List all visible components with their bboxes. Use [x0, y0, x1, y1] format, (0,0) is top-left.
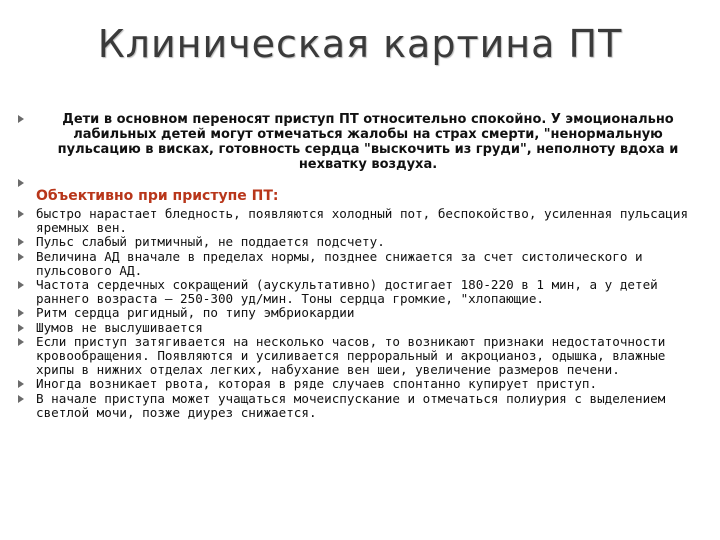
bullet-item — [12, 235, 700, 249]
bullet-text: Величина АД вначале в пределах нормы, позднее снижается за счет систолического и пульсового АД. — [36, 248, 643, 278]
bullet-heading — [12, 188, 700, 204]
bullet-text: быстро нарастает бледность, появляются холодный пот, беспокойство, усиленная пульсация яремных вен. — [36, 206, 689, 236]
bullet-item — [12, 278, 700, 306]
bullet-arrow-icon — [18, 395, 24, 403]
bullet-text: В начале приступа может учащаться мочеиспускание и отмечаться полиурия с выделением светлой мочи, позже диурез снижается. — [36, 390, 666, 420]
bullet-text: Если приступ затягивается на несколько часов, то возникают признаки недостаточности кровообращения. Появляются и усиливается перроральный и акроцианоз, одышка, влажные хрипы в нижних отделах легких, набухание вен шеи, увеличение размеров печени. — [36, 333, 666, 378]
bullet-text: Ритм сердца ригидный, по типу эмбриокардии — [36, 305, 355, 321]
bullet-text: Частота сердечных сокращений (аускультативно) достигает 180-220 в 1 мин, а у детей раннего возраста — 250-300 уд/мин. Тоны сердца громкие, "хлопающие. — [36, 277, 658, 307]
section-heading: Объективно при приступе ПТ: — [36, 188, 279, 204]
bullet-arrow-icon — [18, 380, 24, 388]
bullet-item — [12, 306, 700, 320]
bullet-intro — [12, 112, 700, 172]
bullet-arrow-icon — [18, 179, 24, 187]
bullet-empty — [12, 176, 700, 188]
bullet-arrow-icon — [18, 238, 24, 246]
bullet-list — [12, 112, 700, 420]
bullet-arrow-icon — [18, 338, 24, 346]
bullet-item — [12, 207, 700, 235]
bullet-item — [12, 321, 700, 335]
bullet-text: Пульс слабый ритмичный, не поддается подсчету. — [36, 234, 385, 250]
intro-text: Дети в основном переносят приступ ПТ относительно спокойно. У эмоционально лабильных детей могут отмечаться жалобы на страх смерти, "ненормальную пульсацию в висках, готовность сердца "выскочить из груди", неполноту вдоха и нехватку воздуха. — [57, 112, 679, 172]
bullet-item — [12, 392, 700, 420]
bullet-item — [12, 377, 700, 391]
bullet-item — [12, 335, 700, 378]
bullet-arrow-icon — [18, 115, 24, 123]
bullet-arrow-icon — [18, 281, 24, 289]
bullet-arrow-icon — [18, 324, 24, 332]
bullet-arrow-icon — [18, 253, 24, 261]
bullet-arrow-icon — [18, 210, 24, 218]
slide-title: Клиническая картина ПТ — [97, 22, 623, 66]
bullet-text: Иногда возникает рвота, которая в ряде случаев спонтанно купирует приступ. — [36, 376, 598, 392]
bullet-item — [12, 250, 700, 278]
bullet-arrow-icon — [18, 309, 24, 317]
bullet-text: Шумов не выслушивается — [36, 319, 203, 335]
